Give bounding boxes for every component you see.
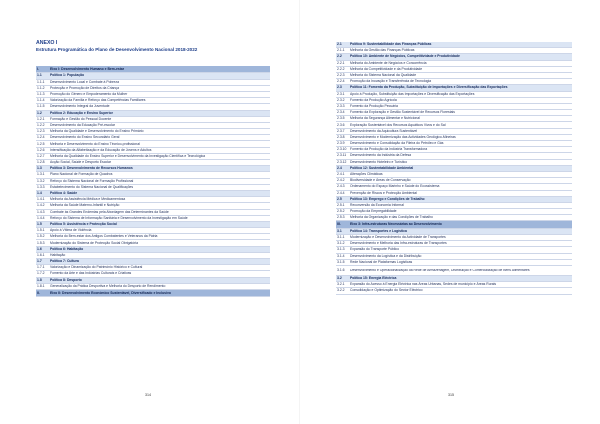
row-code: 3.1.5 (337, 259, 345, 264)
row-code: 1.2.4 (37, 135, 45, 140)
row-text: Desenvolvimento Local e Combate à Pobreza (50, 79, 119, 84)
row-code: 1.7 (37, 259, 42, 264)
row-text: Acção Social, Saúde e Desporto Escolar (50, 160, 112, 165)
row-text: Desenvolvimento da Indústria da Defesa (350, 153, 412, 158)
row-text: Apoio à Vítima de Violência (50, 228, 92, 233)
row-code: 3.1 (337, 228, 342, 233)
row-code: 1.5.1 (37, 228, 45, 233)
row-code: 2.4.4 (337, 190, 345, 195)
row-text: Desenvolvimento da Aquicultura Sustentável (350, 128, 418, 133)
row-text: Melhoria da Assistência Médica e Medicamentosa (50, 197, 126, 202)
row-code: 1.4.3 (37, 209, 45, 214)
row-text: Promoção da Empregabilidade (350, 209, 397, 214)
row-text: Promoção do Género e Empoderamento da Mulher (50, 92, 128, 97)
row-code: 2.2.3 (337, 73, 345, 78)
row-code: 1.3.3 (37, 184, 45, 189)
row-code: 1.6.1 (37, 252, 45, 257)
row-text: Rede Nacional de Plataformas Logísticas (350, 259, 413, 264)
row-text: Protecção e Promoção de Direitos da Criança (50, 85, 119, 90)
row-code: 1.6 (37, 246, 42, 251)
programme-row (336, 266, 572, 276)
row-text: Plano Nacional de Formação de Quadros (50, 172, 113, 177)
row-code: 2.2.4 (337, 79, 345, 84)
row-text: Desenvolvimento Integral da Juventude (50, 104, 110, 109)
row-code: 2.1.1 (337, 48, 345, 53)
row-text: Fomento da Produção Pecuária (350, 103, 398, 108)
row-text: Generalização da Prática Desportiva e Melhoria do Desporto de Rendimento (50, 283, 166, 288)
row-text: Política 7: Cultura (50, 259, 79, 264)
row-text: Política 3: Desenvolvimento de Recursos Humanos (50, 166, 133, 171)
row-code: 2.4.2 (337, 178, 345, 183)
row-code: 3.2.1 (337, 282, 345, 287)
row-text: Melhoria do Ambiente de Negócios e Concorrência (350, 60, 427, 65)
row-code: 2.3.8 (337, 134, 345, 139)
row-code: 2.4.1 (337, 172, 345, 177)
row-text: Fomento da Arte e das Indústrias Culturais e Criativas (50, 271, 132, 276)
row-code: 1.2.8 (37, 160, 45, 165)
row-code: 1.2.3 (37, 129, 45, 134)
row-code: 2.3.7 (337, 128, 345, 133)
row-code: 1.1.1 (37, 79, 45, 84)
row-code: 1.1 (37, 73, 42, 78)
axis-row (336, 221, 572, 228)
row-code: 1.5.2 (37, 234, 45, 239)
row-text: Reconversão da Economia Informal (350, 202, 404, 207)
row-code: 1.3.1 (37, 172, 45, 177)
row-text: Prevenção de Riscos e Protecção Ambiental (350, 190, 417, 195)
row-code: I. (37, 66, 39, 71)
row-text: Valorização e Dinamização do Património Histórico e Cultural (50, 265, 143, 270)
row-code: 1.1.2 (37, 85, 45, 90)
row-text: Política 1: População (50, 73, 85, 78)
row-code: 1.7.2 (37, 271, 45, 276)
row-text: Exploração Sustentável dos Recursos Aquáticos Vivos e do Sal (350, 122, 446, 127)
row-text: Política 4: Saúde (50, 191, 78, 196)
row-text: Melhoria do Bem-estar dos Antigos Combatentes e Veteranos da Pátria (50, 234, 158, 239)
row-code: 1.2.1 (37, 116, 45, 121)
row-text: Melhoria da Organização e das Condições de Trabalho (350, 215, 433, 220)
row-text: Desenvolvimento do Ensino Secundário Geral (50, 135, 120, 140)
row-text: Política 11: Fomento da Produção, Substituição de Importações e Diversificação das Exportações (350, 85, 508, 90)
row-code: 2.3.6 (337, 122, 345, 127)
row-text: Fomento da Produção da Indústria Transformadora (350, 147, 428, 152)
row-text: Desenvolvimento Hoteleiro e Turístico (350, 159, 408, 164)
row-code: 2.5.3 (337, 215, 345, 220)
row-text: Política 10: Ambiente de Negócios, Competitividade e Produtividade (350, 54, 460, 59)
row-text: Melhoria da Gestão das Finanças Públicas (350, 48, 415, 53)
row-code: 1.4.2 (37, 203, 45, 208)
row-text: Valorização da Família e Reforço das Competências Familiares (50, 98, 146, 103)
row-text: Eixo II: Desenvolvimento Económico Sustentável, Diversificado e Inclusivo (50, 290, 171, 295)
row-text: Desenvolvimento da Logística e da Distribuição (350, 253, 422, 258)
annex-subtitle: Estrutura Programática do Plano de Desenvolvimento Nacional 2018-2022 (36, 46, 198, 52)
row-code: 1.1.3 (37, 92, 45, 97)
row-text: Promoção da Inovação e Transferência de Tecnologia (350, 79, 431, 84)
row-code: 1.2.5 (37, 141, 45, 146)
row-code: 2.2.1 (337, 60, 345, 65)
row-text: Fomento da Produção Agrícola (350, 97, 397, 102)
row-text: Desenvolvimento e Melhoria das Infra-estruturas de Transportes (350, 241, 447, 246)
row-code: 1.8 (37, 277, 42, 282)
row-code: II. (37, 290, 40, 295)
axis-row (36, 290, 270, 297)
programme-table-left (36, 66, 270, 297)
row-text: Desenvolvimento da Educação Pré-escolar (50, 122, 116, 127)
row-text: Biodiversidade e Áreas de Conservação (350, 178, 411, 183)
row-code: 2.5 (337, 196, 342, 201)
row-code: 3.2 (337, 276, 342, 281)
row-text: Desenvolvimento e Consolidação da Fileira do Petróleo e Gás (350, 141, 444, 146)
row-text: Estabelecimento do Sistema Nacional de Qualificações (50, 184, 134, 189)
row-text: Eixo 3: Infra-estruturas Necessárias ao Desenvolvimento (350, 222, 442, 227)
row-code: 2.2.2 (337, 66, 345, 71)
row-code: 2.3.9 (337, 141, 345, 146)
axis-row (36, 66, 270, 73)
row-code: 1.5 (37, 221, 42, 226)
row-code: 3.1.2 (337, 241, 345, 246)
row-text: Melhoria da Competitividade e da Produtividade (350, 66, 423, 71)
row-code: 1.8.1 (37, 283, 45, 288)
row-text: Política 12: Sustentabilidade Ambiental (350, 165, 414, 170)
row-text: Melhoria do Sistema Nacional da Qualidade (350, 73, 417, 78)
row-code: 2.3.1 (337, 91, 345, 96)
row-code: 1.5.3 (37, 240, 45, 245)
row-text: Alterações Climáticas (350, 172, 383, 177)
right-page (300, 0, 600, 424)
row-code: 2.5.1 (337, 202, 345, 207)
row-text: Melhoria da Qualidade e Desenvolvimento do Ensino Primário (50, 129, 144, 134)
row-code: 3.1.6 (337, 267, 345, 272)
row-text: Política 6: Habitação (50, 246, 84, 251)
row-text: Combate às Grandes Endemias pela Abordagem das Determinantes da Saúde (50, 209, 169, 214)
row-text: Modernização e Desenvolvimento da Actividade de Transportes (350, 235, 446, 240)
row-text: Desenvolvimento e Operacionalização da Rede de Armazenagem, Distribuição e Comercialização de Bens Alimentares (350, 268, 530, 272)
row-text: Desenvolvimento e Modernização das Actividades Geológico-Mineiras (350, 134, 456, 139)
row-code: 2.4.3 (337, 184, 345, 189)
row-code: 2.3.5 (337, 116, 345, 121)
row-code: 3.1.4 (337, 253, 345, 258)
row-code: 1.2.7 (37, 153, 45, 158)
row-text: Expansão do Acesso à Energia Eléctrica nas Áreas Urbanas, Sedes de município e Áreas Rurais (350, 282, 497, 287)
row-text: Ordenamento do Espaço Marinho e Saúde do Ecossistema (350, 184, 440, 189)
row-text: Melhoria da Qualidade do Ensino Superior e Desenvolvimento da Investigação Científica e Tecnológica (50, 153, 206, 158)
row-code: 1.2.2 (37, 122, 45, 127)
row-code: 2.3.4 (337, 110, 345, 115)
row-text: Expansão do Transporte Público (350, 247, 400, 252)
page-number: 314 (145, 393, 151, 397)
row-code: 3.1.1 (337, 235, 345, 240)
row-code: 1.1.4 (37, 98, 45, 103)
row-text: Melhoria da Segurança Alimentar e Nutricional (350, 116, 420, 121)
row-code: 2.3 (337, 85, 342, 90)
row-code: 1.3 (37, 166, 42, 171)
row-text: Política 9: Sustentabilidade das Finanças Públicas (350, 42, 432, 47)
row-code: 2.3.3 (337, 103, 345, 108)
page-number: 315 (448, 393, 454, 397)
row-code: 2.2 (337, 54, 342, 59)
row-code: 2.3.10 (337, 147, 347, 152)
row-text: Política 15: Energia Eléctrica (350, 276, 397, 281)
row-text: Eixo I: Desenvolvimento Humano e Bem-estar (50, 66, 125, 71)
row-code: III. (337, 222, 341, 227)
row-code: 2.5.2 (337, 209, 345, 214)
row-text: Política 5: Assistência e Protecção Social (50, 221, 117, 226)
row-text: Reforço do Sistema de Informação Sanitária e Desenvolvimento da Investigação em Saúde (50, 215, 188, 220)
row-code: 2.4 (337, 165, 342, 170)
row-code: 2.1 (337, 42, 342, 47)
row-code: 1.1.5 (37, 104, 45, 109)
row-text: Política 14: Transportes e Logística (350, 228, 407, 233)
row-text: Melhoria e Desenvolvimento do Ensino Técnico-profissional (50, 141, 140, 146)
programme-row (336, 288, 572, 294)
row-code: 1.2 (37, 110, 42, 115)
row-text: Política 2: Educação e Ensino Superior (50, 110, 113, 115)
annex-title: ANEXO I (36, 40, 58, 46)
row-code: 1.4.1 (37, 197, 45, 202)
row-text: Apoio à Produção, Substituição das Importações e Diversificação das Exportações (350, 91, 475, 96)
row-text: Consolidação e Optimização do Sector Eléctrico (350, 288, 423, 293)
row-text: Política 8: Desporto (50, 277, 82, 282)
row-code: 2.3.2 (337, 97, 345, 102)
row-code: 3.1.3 (337, 247, 345, 252)
annex-heading (36, 40, 266, 53)
row-text: Fomento da Exploração e Gestão Sustentável de Recursos Florestais (350, 110, 455, 115)
row-code: 1.4.4 (37, 215, 45, 220)
row-code: 2.3.12 (337, 159, 347, 164)
row-text: Formação e Gestão do Pessoal Docente (50, 116, 112, 121)
row-code: 1.2.6 (37, 147, 45, 152)
row-text: Melhoria da Saúde Materno-Infantil e Nutrição (50, 203, 120, 208)
row-text: Modernização do Sistema de Protecção Social Obrigatória (50, 240, 139, 245)
row-text: Reforço do Sistema Nacional de Formação Profissional (50, 178, 134, 183)
row-text: Intensificação da Alfabetização e da Educação de Jovens e Adultos (50, 147, 152, 152)
row-text: Habitação (50, 252, 66, 257)
row-text: Política 13: Emprego e Condições de Trabalho (350, 196, 425, 201)
row-code: 3.2.2 (337, 288, 345, 293)
row-code: 2.3.11 (337, 153, 347, 158)
row-code: 1.7.1 (37, 265, 45, 270)
row-code: 1.4 (37, 191, 42, 196)
row-code: 1.3.2 (37, 178, 45, 183)
programme-table-right (336, 42, 572, 295)
